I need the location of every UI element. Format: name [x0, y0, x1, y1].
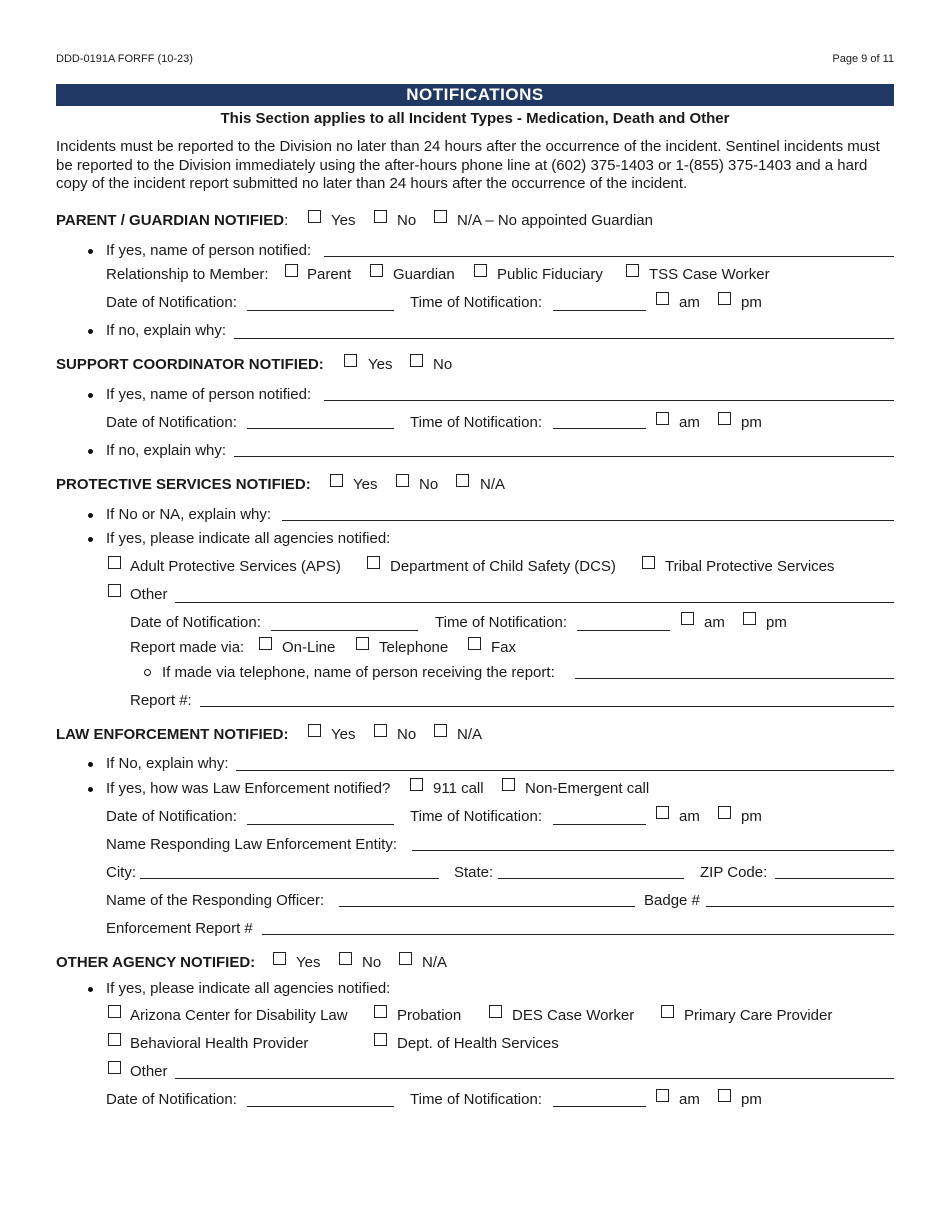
date-field[interactable] [247, 1106, 394, 1107]
pm-checkbox[interactable] [718, 1089, 731, 1102]
aps-checkbox[interactable] [108, 556, 121, 569]
sub-bullet [144, 669, 151, 676]
am-label: am [679, 414, 700, 431]
telephone-checkbox[interactable] [356, 637, 369, 650]
enforcement-report-field[interactable] [262, 934, 894, 935]
city-label: City: [106, 864, 136, 881]
online-checkbox[interactable] [259, 637, 272, 650]
time-label: Time of Notification: [410, 1091, 542, 1108]
support-yes-checkbox[interactable] [344, 354, 357, 367]
other-agency-other-label: Other [130, 1063, 168, 1080]
guardian-na-label: N/A – No appointed Guardian [457, 212, 653, 229]
guardian-if-yes-label: If yes, name of person notified: [106, 242, 312, 259]
acdl-checkbox[interactable] [108, 1005, 121, 1018]
guardian-heading: PARENT / GUARDIAN NOTIFIED: [56, 212, 289, 229]
des-checkbox[interactable] [489, 1005, 502, 1018]
law-yes-label: Yes [331, 726, 356, 743]
protective-na-checkbox[interactable] [456, 474, 469, 487]
pm-label: pm [741, 414, 762, 431]
pm-checkbox[interactable] [718, 412, 731, 425]
fax-checkbox[interactable] [468, 637, 481, 650]
other-agency-yes-checkbox[interactable] [273, 952, 286, 965]
date-label: Date of Notification: [106, 414, 237, 431]
support-yes-label: Yes [368, 356, 393, 373]
bullet [88, 513, 93, 518]
guardian-na-checkbox[interactable] [434, 210, 447, 223]
rel-guardian-checkbox[interactable] [370, 264, 383, 277]
time-label: Time of Notification: [410, 294, 542, 311]
rel-tss-label: TSS Case Worker [649, 266, 770, 283]
am-checkbox[interactable] [656, 412, 669, 425]
other-agency-heading: OTHER AGENCY NOTIFIED: [56, 954, 256, 971]
law-na-label: N/A [457, 726, 483, 743]
guardian-name-field[interactable] [324, 256, 894, 257]
protective-explain-field[interactable] [282, 520, 894, 521]
date-label: Date of Notification: [106, 294, 237, 311]
form-id: DDD-0191A FORFF (10-23) [56, 53, 193, 65]
guardian-no-label: No [397, 212, 417, 229]
law-na-checkbox[interactable] [434, 724, 447, 737]
time-field[interactable] [553, 824, 646, 825]
pm-label: pm [741, 294, 762, 311]
phone-person-label: If made via telephone, name of person receiving the report: [162, 664, 555, 681]
bullet [88, 329, 93, 334]
date-label: Date of Notification: [106, 808, 237, 825]
section-subtitle: This Section applies to all Incident Types - Medication, Death and Other [220, 110, 730, 127]
relationship-label: Relationship to Member: [106, 266, 269, 283]
law-no-checkbox[interactable] [374, 724, 387, 737]
protective-yes-checkbox[interactable] [330, 474, 343, 487]
support-explain-field[interactable] [234, 456, 894, 457]
bullet [88, 449, 93, 454]
bhp-label: Behavioral Health Provider [130, 1035, 309, 1052]
pm-label: pm [741, 1091, 762, 1108]
am-label: am [679, 294, 700, 311]
protective-if-yes-label: If yes, please indicate all agencies notified: [106, 530, 391, 547]
dhs-checkbox[interactable] [374, 1033, 387, 1046]
guardian-no-checkbox[interactable] [374, 210, 387, 223]
pm-checkbox[interactable] [743, 612, 756, 625]
protective-no-label: No [419, 476, 439, 493]
pcp-label: Primary Care Provider [684, 1007, 833, 1024]
am-checkbox[interactable] [656, 1089, 669, 1102]
bullet [88, 393, 93, 398]
dcs-checkbox[interactable] [367, 556, 380, 569]
bullet [88, 537, 93, 542]
date-field[interactable] [247, 310, 394, 311]
dhs-label: Dept. of Health Services [397, 1035, 559, 1052]
badge-label: Badge # [644, 892, 700, 909]
protective-if-no-label: If No or NA, explain why: [106, 506, 272, 523]
section-title: NOTIFICATIONS [56, 84, 894, 106]
pm-label: pm [766, 614, 787, 631]
other-agency-na-checkbox[interactable] [399, 952, 412, 965]
rel-parent-checkbox[interactable] [285, 264, 298, 277]
phone-person-field[interactable] [575, 678, 894, 679]
entity-field[interactable] [412, 850, 894, 851]
zip-label: ZIP Code: [700, 864, 768, 881]
city-field[interactable] [140, 878, 439, 879]
other-agency-no-checkbox[interactable] [339, 952, 352, 965]
rel-fiduciary-checkbox[interactable] [474, 264, 487, 277]
rel-tss-checkbox[interactable] [626, 264, 639, 277]
am-label: am [679, 808, 700, 825]
rel-guardian-label: Guardian [393, 266, 455, 283]
time-label: Time of Notification: [410, 808, 542, 825]
date-field[interactable] [247, 428, 394, 429]
entity-label: Name Responding Law Enforcement Entity: [106, 836, 397, 853]
guardian-yes-checkbox[interactable] [308, 210, 321, 223]
dcs-label: Department of Child Safety (DCS) [390, 558, 616, 575]
report-via-label: Report made via: [130, 639, 245, 656]
other-agency-yes-label: Yes [296, 954, 321, 971]
other-agency-other-field[interactable] [175, 1078, 894, 1079]
support-heading: SUPPORT COORDINATOR NOTIFIED: [56, 356, 324, 373]
pm-checkbox[interactable] [718, 292, 731, 305]
other-agency-other-checkbox[interactable] [108, 1061, 121, 1074]
am-checkbox[interactable] [656, 292, 669, 305]
intro-paragraph: Incidents must be reported to the Division no later than 24 hours after the occurrence of the incident. Sentinel incidents must be reported to the Division immediately using the after-hours phone line at (602) 375-1403 or 1-(855) 375-1403 and a hard copy of the incident report submitted no later than 24 hours after the occurrence of the incident. [56, 138, 880, 192]
time-field[interactable] [553, 310, 646, 311]
law-no-label: No [397, 726, 417, 743]
date-field[interactable] [271, 630, 418, 631]
protective-heading: PROTECTIVE SERVICES NOTIFIED: [56, 476, 311, 493]
non-emergent-checkbox[interactable] [502, 778, 515, 791]
protective-no-checkbox[interactable] [396, 474, 409, 487]
report-number-label: Report #: [130, 692, 192, 709]
aps-label: Adult Protective Services (APS) [130, 558, 341, 575]
tribal-checkbox[interactable] [642, 556, 655, 569]
date-label: Date of Notification: [106, 1091, 237, 1108]
officer-field[interactable] [339, 906, 635, 907]
time-label: Time of Notification: [410, 414, 542, 431]
bullet [88, 249, 93, 254]
date-label: Date of Notification: [130, 614, 261, 631]
page-number: Page 9 of 11 [832, 53, 894, 65]
state-label: State: [454, 864, 494, 881]
protective-other-field[interactable] [175, 602, 894, 603]
time-label: Time of Notification: [435, 614, 567, 631]
time-field[interactable] [553, 1106, 646, 1107]
other-agency-na-label: N/A [422, 954, 448, 971]
bullet [88, 787, 93, 792]
badge-field[interactable] [706, 906, 894, 907]
protective-yes-label: Yes [353, 476, 378, 493]
law-explain-field[interactable] [236, 770, 894, 771]
law-heading: LAW ENFORCEMENT NOTIFIED: [56, 726, 289, 743]
support-if-no-label: If no, explain why: [106, 442, 227, 459]
pm-label: pm [741, 808, 762, 825]
fax-label: Fax [491, 639, 517, 656]
time-field[interactable] [577, 630, 670, 631]
des-label: DES Case Worker [512, 1007, 635, 1024]
probation-label: Probation [397, 1007, 462, 1024]
am-label: am [704, 614, 725, 631]
bullet [88, 987, 93, 992]
pcp-checkbox[interactable] [661, 1005, 674, 1018]
telephone-label: Telephone [379, 639, 449, 656]
guardian-explain-field[interactable] [234, 338, 894, 339]
law-yes-checkbox[interactable] [308, 724, 321, 737]
online-label: On-Line [282, 639, 336, 656]
tribal-label: Tribal Protective Services [665, 558, 835, 575]
law-how-label: If yes, how was Law Enforcement notified? [106, 780, 391, 797]
guardian-if-no-label: If no, explain why: [106, 322, 227, 339]
am-checkbox[interactable] [656, 806, 669, 819]
support-if-yes-label: If yes, name of person notified: [106, 386, 312, 403]
rel-parent-label: Parent [307, 266, 352, 283]
other-agency-if-yes-label: If yes, please indicate all agencies notified: [106, 980, 391, 997]
enforcement-report-label: Enforcement Report # [106, 920, 253, 937]
am-label: am [679, 1091, 700, 1108]
support-no-label: No [433, 356, 453, 373]
other-agency-no-label: No [362, 954, 382, 971]
protective-other-label: Other [130, 586, 168, 603]
am-checkbox[interactable] [681, 612, 694, 625]
bhp-checkbox[interactable] [108, 1033, 121, 1046]
pm-checkbox[interactable] [718, 806, 731, 819]
call911-checkbox[interactable] [410, 778, 423, 791]
support-no-checkbox[interactable] [410, 354, 423, 367]
protective-other-checkbox[interactable] [108, 584, 121, 597]
time-field[interactable] [553, 428, 646, 429]
guardian-yes-label: Yes [331, 212, 356, 229]
acdl-label: Arizona Center for Disability Law [130, 1007, 348, 1024]
protective-na-label: N/A [480, 476, 506, 493]
non-emergent-label: Non-Emergent call [525, 780, 650, 797]
law-if-no-label: If No, explain why: [106, 755, 229, 772]
rel-fiduciary-label: Public Fiduciary [497, 266, 603, 283]
date-field[interactable] [247, 824, 394, 825]
state-field[interactable] [498, 878, 684, 879]
call911-label: 911 call [433, 780, 484, 797]
zip-field[interactable] [775, 878, 894, 879]
support-name-field[interactable] [324, 400, 894, 401]
officer-label: Name of the Responding Officer: [106, 892, 325, 909]
bullet [88, 762, 93, 767]
probation-checkbox[interactable] [374, 1005, 387, 1018]
report-number-field[interactable] [200, 706, 894, 707]
